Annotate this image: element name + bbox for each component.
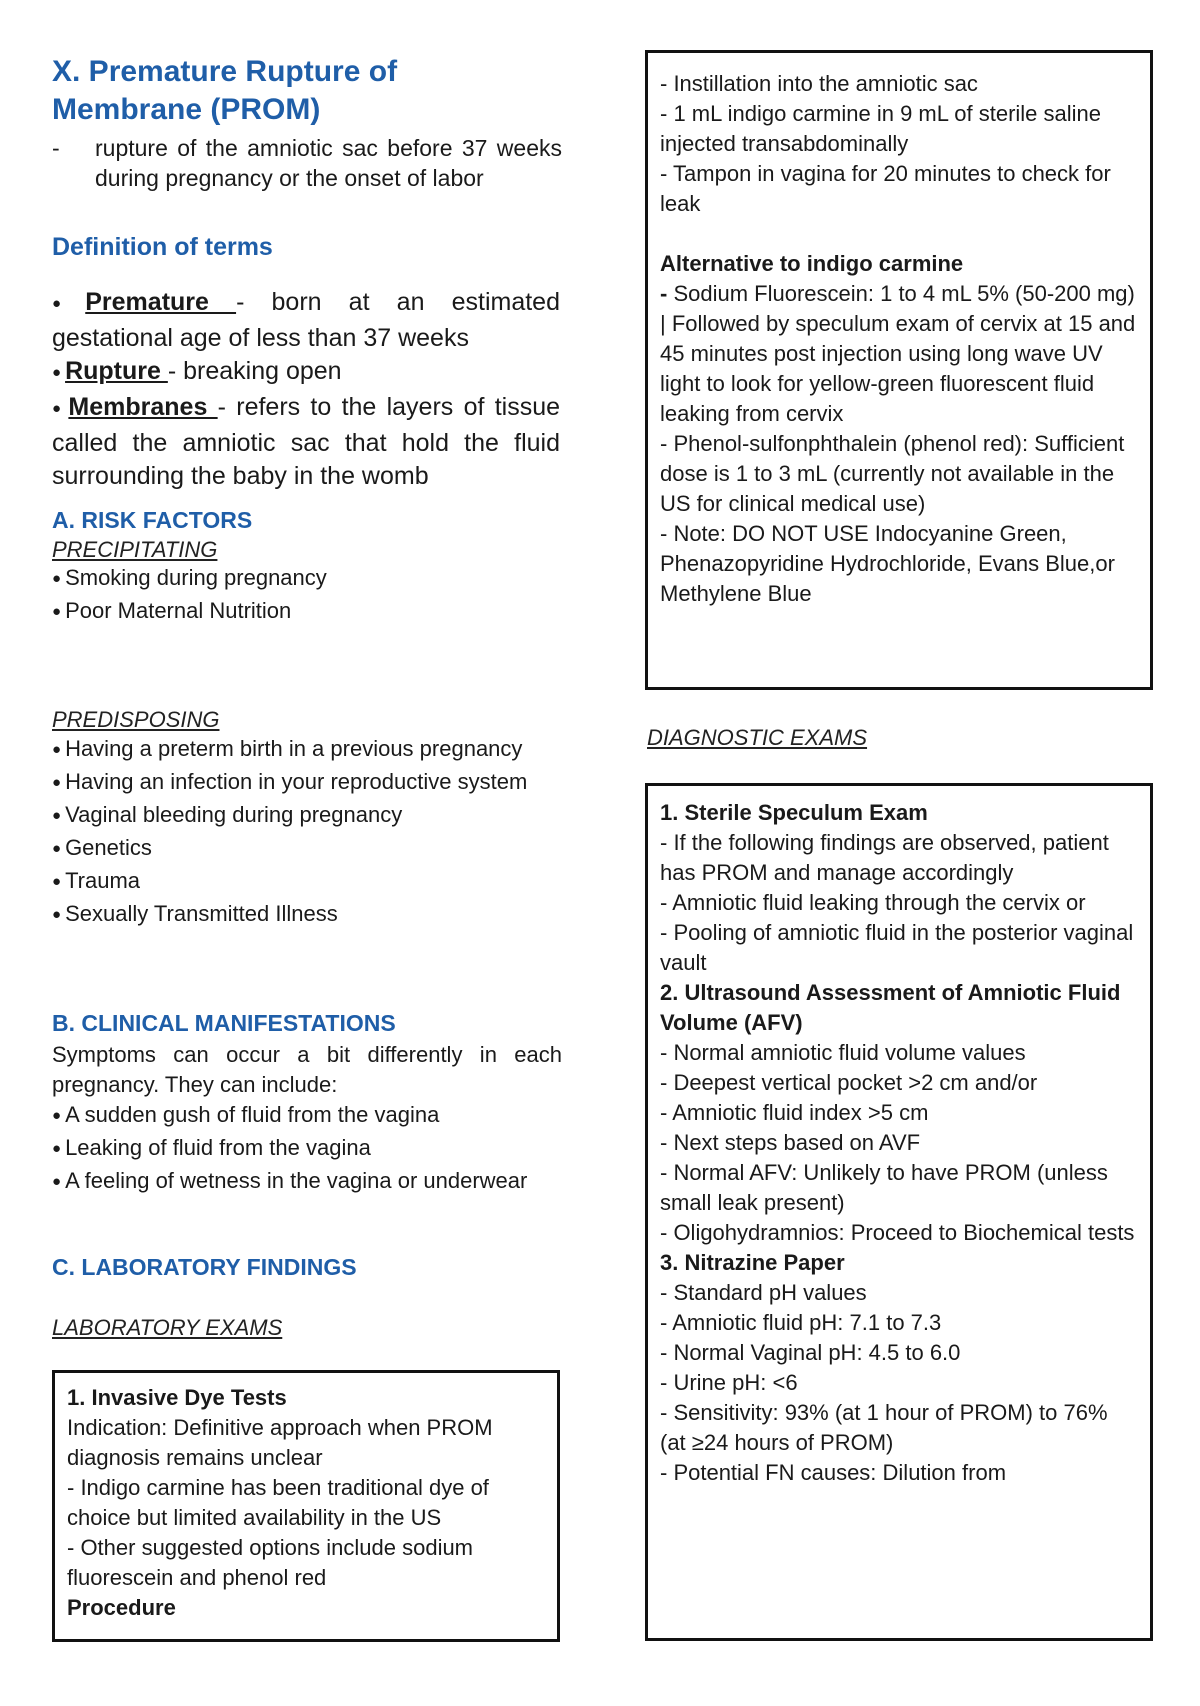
list-item xyxy=(52,1133,562,1166)
list-item xyxy=(52,899,562,932)
bullet-icon xyxy=(52,802,65,827)
list-item xyxy=(52,563,562,596)
definition-item xyxy=(52,286,560,355)
box-line: - Oligohydramnios: Proceed to Biochemical tests xyxy=(660,1220,1135,1245)
box-line: - Deepest vertical pocket >2 cm and/or xyxy=(660,1070,1038,1095)
bullet-icon xyxy=(52,901,65,926)
list-item-text: Poor Maternal Nutrition xyxy=(65,598,292,623)
box-line: - 1 mL indigo carmine in 9 mL of sterile saline injected transabdominally xyxy=(660,101,1102,156)
dash: - xyxy=(660,281,668,306)
box-title: 2. Ultrasound Assessment of Amniotic Fluid Volume (AFV) xyxy=(660,980,1121,1035)
list-item-text: Having an infection in your reproductive system xyxy=(65,769,528,794)
box-line: - Sensitivity: 93% (at 1 hour of PROM) to 76% xyxy=(660,1400,1108,1425)
bullet-icon xyxy=(52,1102,65,1127)
risk-factors-heading: A. RISK FACTORS xyxy=(52,507,253,533)
bullet-icon xyxy=(52,835,65,860)
clinical-heading: B. CLINICAL MANIFESTATIONS xyxy=(52,1010,396,1036)
box-line: - Urine pH: <6 xyxy=(660,1370,798,1395)
definition-text: - born at an estimated gestational age of less than 37 weeks xyxy=(52,288,560,352)
list-item xyxy=(52,866,562,899)
invasive-dye-box xyxy=(52,1370,560,1642)
lab-exams-label: LABORATORY EXAMS xyxy=(52,1315,283,1340)
box-line: - Indigo carmine has been traditional dye of choice but limited availability in the US xyxy=(67,1475,489,1530)
list-item xyxy=(52,1100,562,1133)
box-line: - Tampon in vagina for 20 minutes to check for leak xyxy=(660,161,1111,216)
definition-term: Rupture xyxy=(65,357,168,385)
definition-term: Membranes xyxy=(68,393,218,421)
definition-text: - breaking open xyxy=(167,357,342,385)
box-subtitle: Alternative to indigo carmine xyxy=(660,251,964,276)
box-line: - Pooling of amniotic fluid in the posterior vaginal vault xyxy=(660,920,1134,975)
list-item-text: A feeling of wetness in the vagina or underwear xyxy=(65,1168,528,1193)
list-item xyxy=(52,734,562,767)
box-line: Indication: Definitive approach when PROM diagnosis remains unclear xyxy=(67,1415,493,1470)
box-line: - Standard pH values xyxy=(660,1280,867,1305)
list-item-text: Vaginal bleeding during pregnancy xyxy=(65,802,403,827)
box-line xyxy=(660,279,1138,429)
precipitating-list xyxy=(52,563,562,629)
intro-text: rupture of the amniotic sac before 37 weeks during pregnancy or the onset of labor xyxy=(95,135,562,191)
box-line: - Normal AFV: Unlikely to have PROM (unless small leak present) xyxy=(660,1160,1108,1215)
box-subtitle: Procedure xyxy=(67,1595,176,1620)
box-line: - If the following findings are observed, patient has PROM and manage accordingly xyxy=(660,830,1109,885)
box-line: (at ≥24 hours of PROM) xyxy=(660,1430,894,1455)
list-item-text: Leaking of fluid from the vagina xyxy=(65,1135,371,1160)
precipitating-label: PRECIPITATING xyxy=(52,537,218,562)
definition-text: - refers to the layers of tissue called the amniotic sac that hold the fluid surrounding the baby in the womb xyxy=(52,393,561,490)
box-line: - Phenol-sulfonphthalein (phenol red): Sufficient dose is 1 to 3 mL (currently not available in the US for clinical medical use) xyxy=(660,431,1125,516)
clinical-intro: Symptoms can occur a bit differently in each pregnancy. They can include: xyxy=(52,1042,562,1097)
intro-definition xyxy=(52,133,562,193)
list-item xyxy=(52,1166,562,1199)
box-line: - Potential FN causes: Dilution from xyxy=(660,1460,1007,1485)
box-line: - Normal amniotic fluid volume values xyxy=(660,1040,1026,1065)
page-title xyxy=(52,53,512,129)
bullet-icon xyxy=(52,565,65,590)
list-item-text: Sexually Transmitted Illness xyxy=(65,901,338,926)
definition-term: Premature xyxy=(85,288,237,316)
list-item xyxy=(52,833,562,866)
box-line: - Normal Vaginal pH: 4.5 to 6.0 xyxy=(660,1340,961,1365)
bullet-icon xyxy=(52,1135,65,1160)
bullet-icon xyxy=(52,1168,65,1193)
diagnostic-box xyxy=(645,783,1153,1641)
list-item-text: Smoking during pregnancy xyxy=(65,565,327,590)
bullet-icon xyxy=(52,868,65,893)
title-line-2: Membrane (PROM) xyxy=(52,93,321,126)
list-item xyxy=(52,767,562,800)
box-line: - Instillation into the amniotic sac xyxy=(660,71,978,96)
procedure-continued-box xyxy=(645,50,1153,690)
box-line-text: Sodium Fluorescein: 1 to 4 mL 5% (50-200 mg) | Followed by speculum exam of cervix at 15 and 45 minutes post injection using long wave UV light to look for yellow-green fluorescent fluid leaking from cervix xyxy=(660,281,1136,426)
box-title: 3. Nitrazine Paper xyxy=(660,1250,845,1275)
bullet-icon xyxy=(52,598,65,623)
bullet-icon xyxy=(52,288,85,316)
box-line: - Amniotic fluid index >5 cm xyxy=(660,1100,929,1125)
bullet-icon xyxy=(52,736,65,761)
bullet-icon xyxy=(52,357,65,385)
list-item-text: A sudden gush of fluid from the vagina xyxy=(65,1102,440,1127)
box-line: - Next steps based on AVF xyxy=(660,1130,921,1155)
box-line: - Other suggested options include sodium fluorescein and phenol red xyxy=(67,1535,474,1590)
box-title: 1. Sterile Speculum Exam xyxy=(660,800,928,825)
definitions-heading: Definition of terms xyxy=(52,233,273,261)
definitions-list xyxy=(52,286,560,493)
list-item-text: Genetics xyxy=(65,835,152,860)
bullet-icon xyxy=(52,769,65,794)
list-item-text: Having a preterm birth in a previous pregnancy xyxy=(65,736,523,761)
definition-item xyxy=(52,355,560,391)
lab-heading: C. LABORATORY FINDINGS xyxy=(52,1254,357,1280)
predisposing-list xyxy=(52,734,562,932)
box-line: - Amniotic fluid pH: 7.1 to 7.3 xyxy=(660,1310,942,1335)
title-line-1: X. Premature Rupture of xyxy=(52,55,398,88)
box-title: 1. Invasive Dye Tests xyxy=(67,1385,287,1410)
spacer xyxy=(660,219,1138,249)
clinical-list xyxy=(52,1040,562,1199)
bullet-icon xyxy=(52,393,68,421)
list-item xyxy=(52,596,562,629)
predisposing-label: PREDISPOSING xyxy=(52,707,220,732)
box-line: - Amniotic fluid leaking through the cervix or xyxy=(660,890,1086,915)
definition-item xyxy=(52,391,560,493)
intro-dash: - xyxy=(52,135,60,161)
box-line: - Note: DO NOT USE Indocyanine Green, Phenazopyridine Hydrochloride, Evans Blue,or Methylene Blue xyxy=(660,521,1115,606)
list-item-text: Trauma xyxy=(65,868,141,893)
diagnostic-label: DIAGNOSTIC EXAMS xyxy=(647,725,868,750)
list-item xyxy=(52,800,562,833)
